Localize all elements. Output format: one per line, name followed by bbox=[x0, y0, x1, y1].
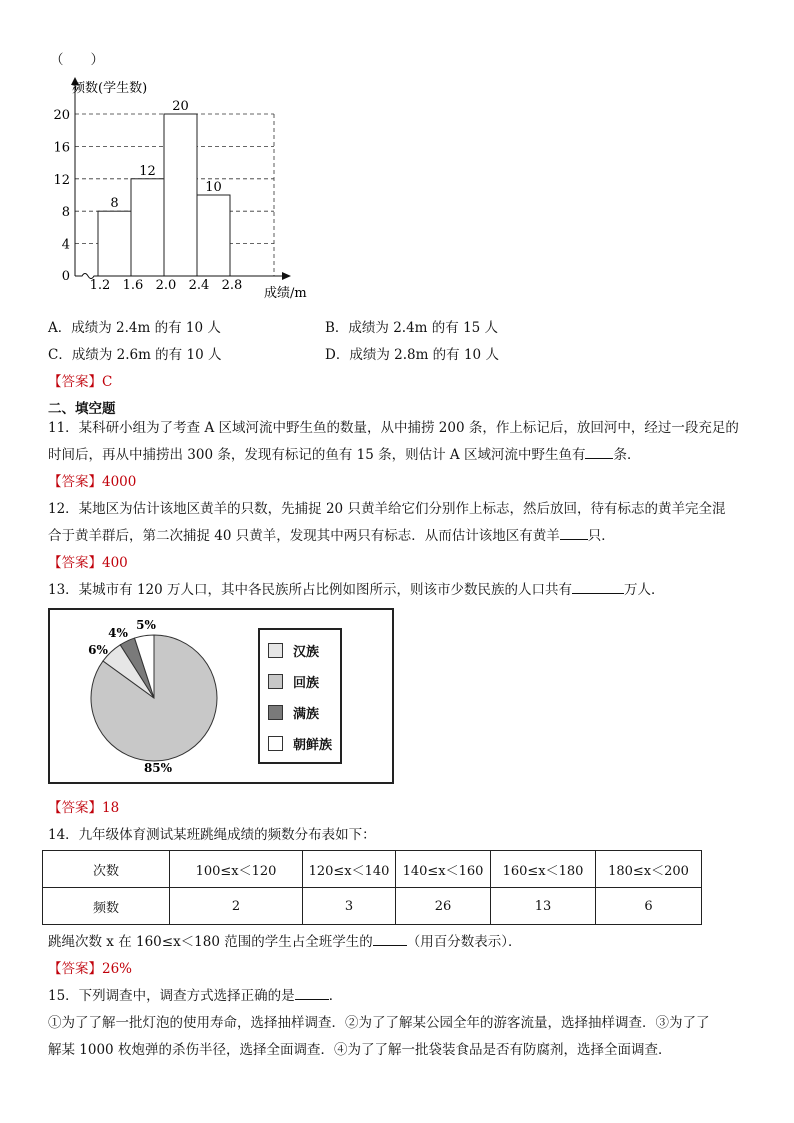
q15-text-b: ． bbox=[328, 988, 343, 1004]
q14-blank[interactable] bbox=[373, 931, 407, 946]
histogram-bar bbox=[197, 195, 230, 276]
legend-swatch bbox=[268, 705, 283, 720]
pie-slice-label: 85% bbox=[143, 761, 173, 775]
histogram-bar bbox=[164, 114, 197, 276]
x-tick-label: 2.8 bbox=[221, 278, 243, 293]
q11-text-b: 条． bbox=[613, 447, 641, 463]
q11-line1: 11．某科研小组为了考查 A 区域河流中野生鱼的数量，从中捕捞 200 条，作上标记后，放回河中，经过一段充足的 bbox=[48, 420, 739, 436]
y-tick-label: 20 bbox=[53, 108, 70, 123]
table-cell: 140≤x＜160 bbox=[396, 851, 491, 888]
q11-text-a: 时间后，再从中捕捞出 300 条，发现有标记的鱼有 15 条，则估计 A 区域河流中野生鱼有 bbox=[48, 447, 586, 463]
legend-swatch bbox=[268, 643, 283, 658]
answer-value: 400 bbox=[102, 555, 128, 571]
legend-swatch bbox=[268, 674, 283, 689]
table-cell: 3 bbox=[303, 888, 396, 925]
histogram-bar bbox=[131, 179, 164, 276]
histogram-bars bbox=[98, 114, 230, 276]
q12-blank[interactable] bbox=[560, 525, 588, 540]
table-cell: 26 bbox=[396, 888, 491, 925]
pie-chart bbox=[60, 610, 240, 782]
bar-data-label: 8 bbox=[110, 196, 119, 212]
q10-option-b[interactable]: B．成绩为 2.4m 的有 15 人 bbox=[325, 320, 499, 336]
q15-text-a: 15．下列调查中，调查方式选择正确的是 bbox=[48, 988, 295, 1004]
q10-answer bbox=[48, 370, 112, 390]
q12-answer bbox=[48, 551, 128, 571]
y-axis-title: 频数(学生数) bbox=[72, 81, 148, 96]
histogram-bar bbox=[98, 211, 131, 276]
table-cell: 6 bbox=[596, 888, 702, 925]
table-cell: 13 bbox=[491, 888, 596, 925]
table-header-row bbox=[43, 851, 702, 888]
x-axis-arrow bbox=[282, 272, 291, 280]
answer-value: C bbox=[102, 374, 113, 390]
answer-tag: 【答案】 bbox=[48, 374, 102, 390]
table-cell: 次数 bbox=[43, 851, 170, 888]
answer-tag: 【答案】 bbox=[48, 555, 102, 571]
answer-tag: 【答案】 bbox=[48, 961, 102, 977]
legend-swatch bbox=[268, 736, 283, 751]
x-tick-label: 1.2 bbox=[89, 278, 111, 293]
answer-tag: 【答案】 bbox=[48, 474, 102, 490]
table-cell: 180≤x＜200 bbox=[596, 851, 702, 888]
pie-legend bbox=[258, 628, 342, 764]
pie-slice-label: 5% bbox=[136, 618, 156, 632]
q11-blank[interactable] bbox=[585, 444, 613, 459]
table-cell: 160≤x＜180 bbox=[491, 851, 596, 888]
q12-line1: 12．某地区为估计该地区黄羊的只数，先捕捉 20 只黄羊给它们分别作上标志，然后放回，待有标志的黄羊完全混 bbox=[48, 501, 726, 517]
answer-value: 18 bbox=[102, 800, 120, 816]
q13-text-b: 万人． bbox=[624, 582, 665, 598]
y-tick-label: 12 bbox=[53, 172, 70, 188]
q14-text-a: 跳绳次数 x 在 160≤x＜180 范围的学生占全班学生的 bbox=[48, 934, 373, 950]
x-tick-label: 2.0 bbox=[155, 278, 177, 293]
q12-text-a: 合于黄羊群后，第二次捕捉 40 只黄羊，发现其中两只有标志．从而估计该地区有黄羊 bbox=[48, 528, 560, 544]
y-tick-label: 16 bbox=[53, 140, 70, 156]
pie-slice-label: 4% bbox=[108, 626, 128, 640]
q13-blank[interactable] bbox=[572, 579, 624, 594]
bar-data-label: 10 bbox=[205, 180, 222, 195]
q15-blank[interactable] bbox=[295, 985, 329, 1000]
legend-label: 满族 bbox=[293, 706, 320, 722]
answer-value: 4000 bbox=[102, 474, 137, 490]
y-tick-label: 0 bbox=[61, 269, 70, 284]
q14-answer bbox=[48, 957, 132, 977]
q13-answer bbox=[48, 796, 119, 816]
legend-label: 回族 bbox=[293, 675, 320, 691]
legend-label: 朝鲜族 bbox=[293, 737, 333, 753]
q13-line bbox=[48, 578, 665, 598]
section-title: 二、填空题 bbox=[48, 401, 116, 417]
q12-text-b: 只． bbox=[587, 528, 615, 544]
pie-slice-label: 6% bbox=[88, 643, 108, 657]
q10-option-d[interactable]: D．成绩为 2.8m 的有 10 人 bbox=[325, 347, 499, 363]
y-tick-label: 4 bbox=[61, 237, 70, 253]
bar-data-label: 12 bbox=[139, 163, 156, 179]
table-cell: 120≤x＜140 bbox=[303, 851, 396, 888]
table-cell: 100≤x＜120 bbox=[170, 851, 303, 888]
q12-line2 bbox=[48, 524, 615, 544]
q14-question bbox=[48, 930, 522, 950]
q10-option-c[interactable]: C．成绩为 2.6m 的有 10 人 bbox=[48, 347, 222, 363]
q15-body1: ①为了了解一批灯泡的使用寿命，选择抽样调查．②为了了解某公园全年的游客流量，选择抽样调查．③为了了 bbox=[48, 1015, 710, 1031]
table-cell: 2 bbox=[170, 888, 303, 925]
q13-text-a: 13．某城市有 120 万人口，其中各民族所占比例如图所示，则该市少数民族的人口共有 bbox=[48, 582, 573, 598]
x-tick-label: 1.6 bbox=[122, 278, 144, 293]
answer-value: 26% bbox=[102, 961, 133, 977]
legend-item bbox=[268, 704, 319, 720]
q14-text-b: （用百分数表示）． bbox=[406, 934, 522, 950]
frequency-table bbox=[42, 850, 702, 925]
legend-item bbox=[268, 642, 319, 658]
q10-option-a[interactable]: A．成绩为 2.4m 的有 10 人 bbox=[48, 320, 221, 336]
bar-data-label: 20 bbox=[172, 99, 189, 114]
answer-tag: 【答案】 bbox=[48, 800, 102, 816]
q14-intro: 14．九年级体育测试某班跳绳成绩的频数分布表如下： bbox=[48, 827, 376, 843]
question-paren: （ ） bbox=[50, 52, 104, 68]
legend-item bbox=[268, 735, 332, 751]
table-row bbox=[43, 888, 702, 925]
q11-line2 bbox=[48, 443, 640, 463]
legend-item bbox=[268, 673, 319, 689]
x-tick-label: 2.4 bbox=[188, 278, 210, 293]
q11-answer bbox=[48, 470, 136, 490]
table-cell: 频数 bbox=[43, 888, 170, 925]
histogram-chart bbox=[40, 75, 370, 305]
y-tick-label: 8 bbox=[61, 205, 70, 221]
q15-line bbox=[48, 984, 342, 1004]
pie-slices bbox=[91, 635, 217, 761]
q15-body2: 解某 1000 枚炮弹的杀伤半径，选择全面调查．④为了了解一批袋装食品是否有防腐剂，选择全面调查． bbox=[48, 1042, 672, 1058]
legend-label: 汉族 bbox=[293, 644, 320, 660]
x-axis-title: 成绩/m bbox=[264, 286, 307, 301]
